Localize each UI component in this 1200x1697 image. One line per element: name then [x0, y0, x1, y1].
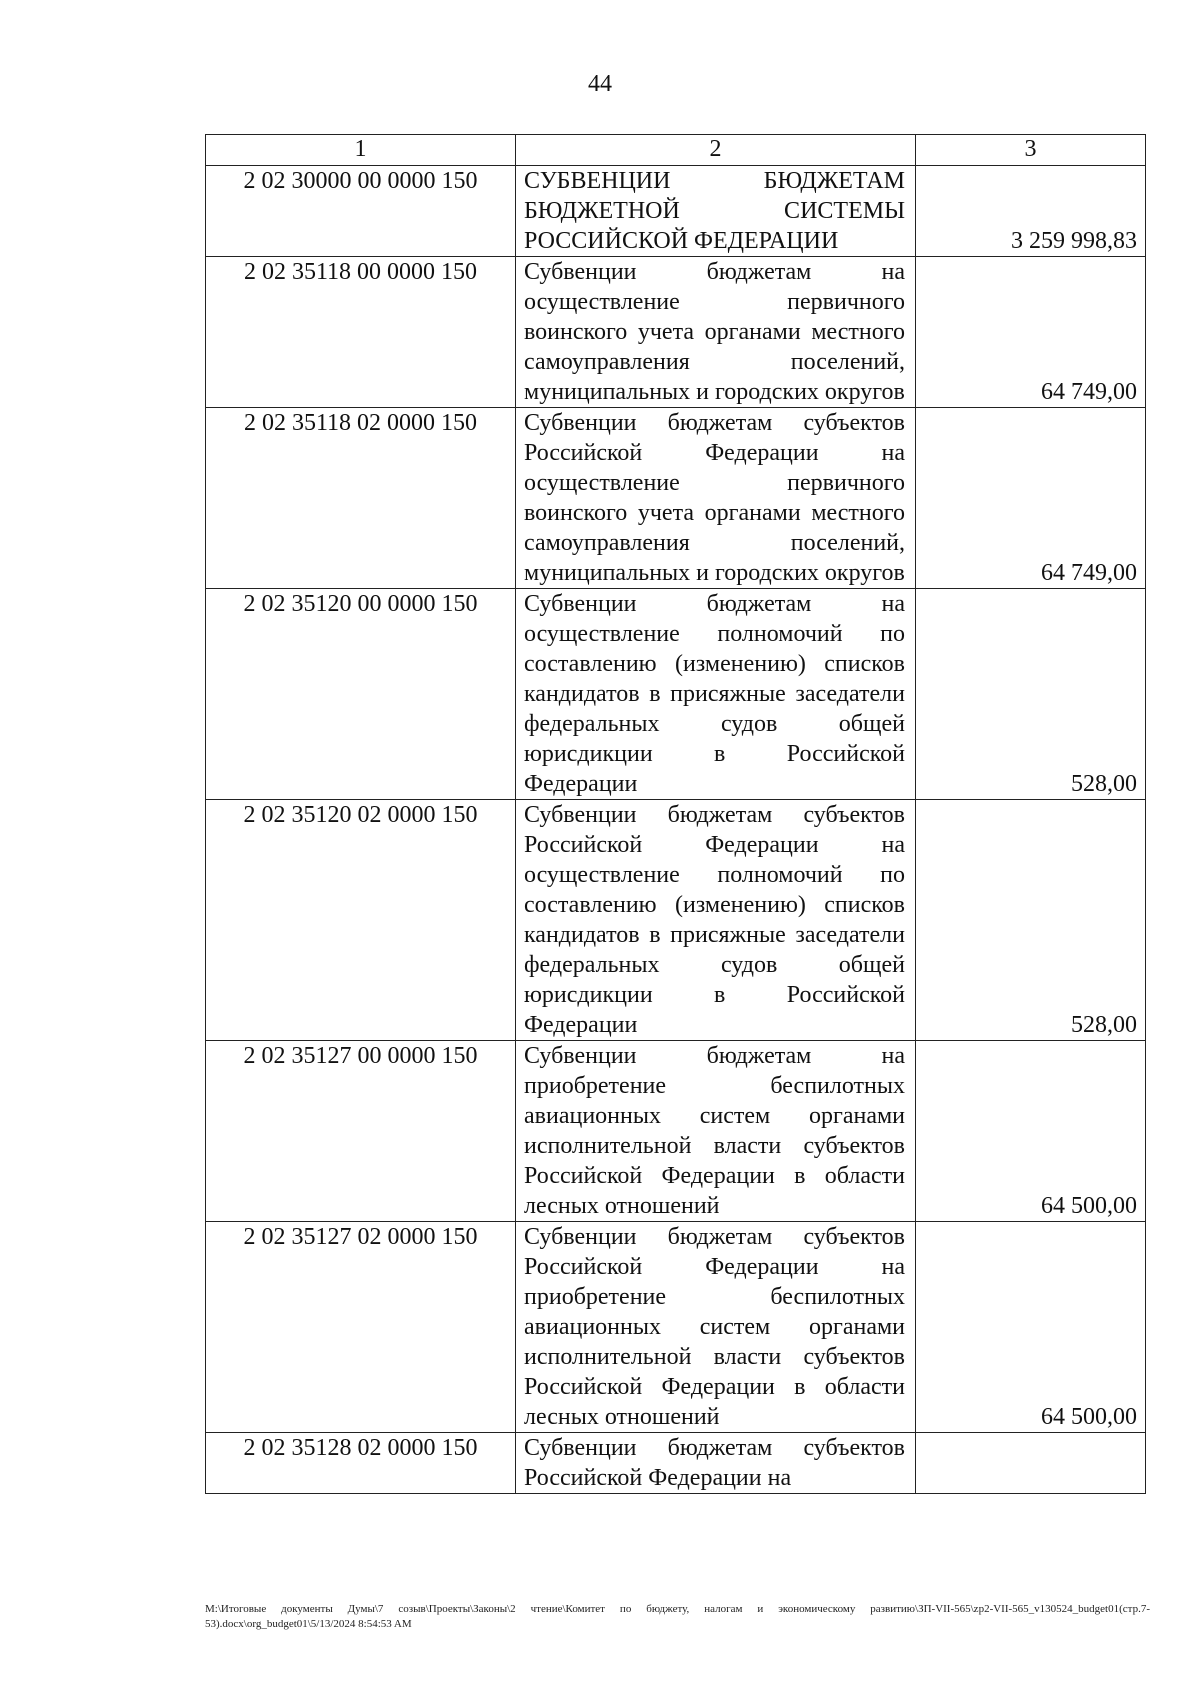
row-amount: 64 500,00: [916, 1222, 1146, 1433]
row-name: Субвенции бюджетам субъектов Российской Федерации на приобретение беспилотных авиационных систем органами исполнительной власти субъектов Российской Федерации в области лесных отношений: [516, 1222, 916, 1433]
footer-file-path: M:\Итоговые документы Думы\7 созыв\Проекты\Законы\2 чтение\Комитет по бюджету, налогам и экономическому развитию\ЗП-VII-565\zp2-VII-565_v130524_budget01(стр.7-53).docx\org_budget01\5/13/2024 8:54:53 AM: [205, 1603, 1150, 1630]
row-code: 2 02 35128 02 0000 150: [206, 1433, 516, 1494]
row-code: 2 02 35127 00 0000 150: [206, 1041, 516, 1222]
table-header-row: [206, 135, 1146, 166]
row-code: 2 02 35118 00 0000 150: [206, 257, 516, 408]
table-row: [206, 1041, 1146, 1222]
table-row: [206, 257, 1146, 408]
row-amount: 528,00: [916, 800, 1146, 1041]
row-name: Субвенции бюджетам субъектов Российской Федерации на осуществление первичного воинского учета органами местного самоуправления поселений, муниципальных и городских округов: [516, 408, 916, 589]
column-header-amount: 3: [916, 135, 1146, 166]
row-name: Субвенции бюджетам субъектов Российской Федерации на осуществление полномочий по составлению (изменению) списков кандидатов в присяжные заседатели федеральных судов общей юрисдикции в Российской Федерации: [516, 800, 916, 1041]
row-amount: 528,00: [916, 589, 1146, 800]
row-amount: 64 500,00: [916, 1041, 1146, 1222]
row-amount: 64 749,00: [916, 408, 1146, 589]
row-code: 2 02 35127 02 0000 150: [206, 1222, 516, 1433]
table-row: [206, 800, 1146, 1041]
row-name: Субвенции бюджетам субъектов Российской Федерации на: [516, 1433, 916, 1494]
row-name: Субвенции бюджетам на приобретение беспилотных авиационных систем органами исполнительной власти субъектов Российской Федерации в области лесных отношений: [516, 1041, 916, 1222]
budget-table: [205, 134, 1146, 1494]
row-amount: [916, 1433, 1146, 1494]
table-row: [206, 166, 1146, 257]
table-row: [206, 1222, 1146, 1433]
table-row: [206, 589, 1146, 800]
row-code: 2 02 30000 00 0000 150: [206, 166, 516, 257]
column-header-code: 1: [206, 135, 516, 166]
table-row: [206, 1433, 1146, 1494]
row-name: Субвенции бюджетам на осуществление первичного воинского учета органами местного самоуправления поселений, муниципальных и городских округов: [516, 257, 916, 408]
row-amount: 3 259 998,83: [916, 166, 1146, 257]
column-header-name: 2: [516, 135, 916, 166]
row-code: 2 02 35120 02 0000 150: [206, 800, 516, 1041]
row-amount: 64 749,00: [916, 257, 1146, 408]
page-number: 44: [588, 71, 612, 97]
row-code: 2 02 35118 02 0000 150: [206, 408, 516, 589]
table-row: [206, 408, 1146, 589]
row-code: 2 02 35120 00 0000 150: [206, 589, 516, 800]
row-name: СУБВЕНЦИИ БЮДЖЕТАМ БЮДЖЕТНОЙ СИСТЕМЫ РОССИЙСКОЙ ФЕДЕРАЦИИ: [516, 166, 916, 257]
row-name: Субвенции бюджетам на осуществление полномочий по составлению (изменению) списков кандидатов в присяжные заседатели федеральных судов общей юрисдикции в Российской Федерации: [516, 589, 916, 800]
